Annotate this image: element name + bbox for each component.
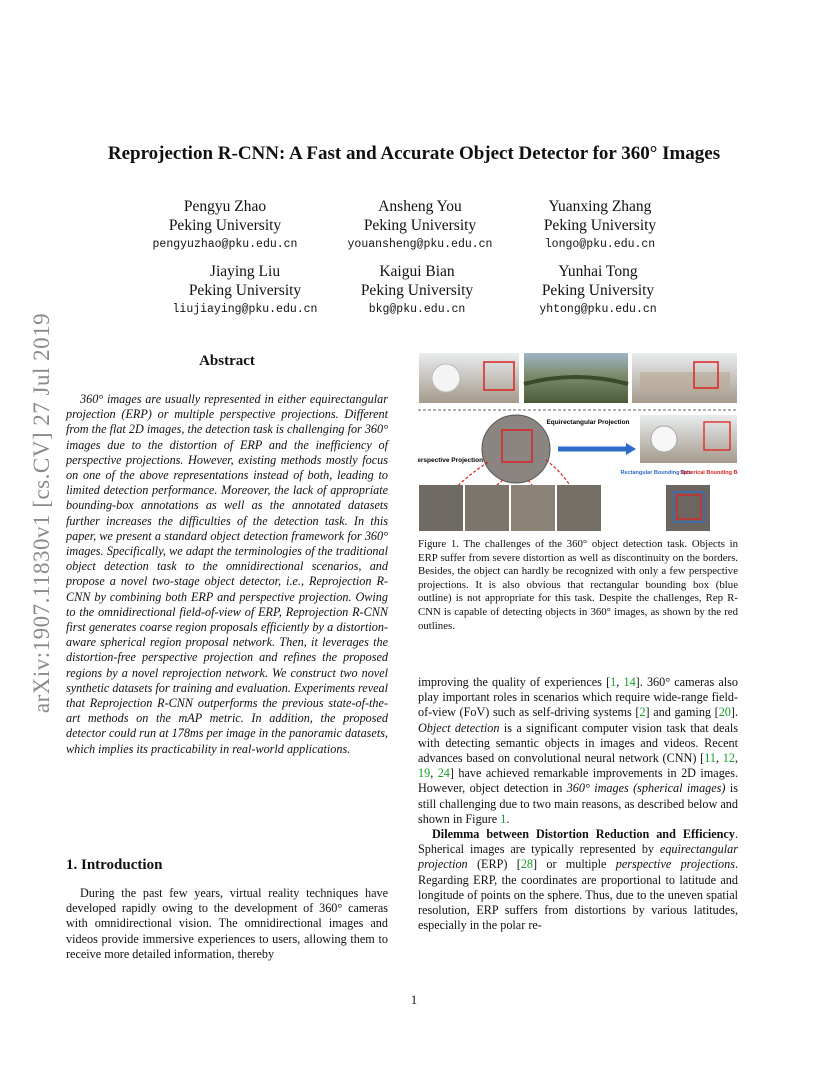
author-name: Pengyu Zhao [183,198,267,215]
abstract-text: 360° images are usually represented in either equirectangular projection (ERP) or multiple perspective projections. Different from the flat 2D images, the detection task is challenging for 360° images due to the distortion of ERP and the inefficiency of perspective projections. However, existing methods mostly focus on one of the above representations instead of both, leading to limited detection performance. Moreover, the lack of appropriate bounding-box annotations as well as the annotated datasets further increases the difficulties of the detection task. In this paper, we present a standard object detection framework for 360° images. Specifically, we adapt the terminologies of the traditional object detection task to the omnidirectional scenarios, and propose a novel two-stage object detector, i.e., Reprojection R-CNN by combining both ERP and perspective projection. Owing to the omnidirectional field-of-view of ERP, Reprojection R-CNN first generates coarse region proposals efficiently by a distortion-aware spherical region proposal network. Then, it leverages the distortion-free perspective projection and refines the proposed regions by a novel reprojection network. We construct two novel synthetic datasets for training and evaluation. Experiments reveal that Reprojection R-CNN outperforms the previous state-of-the-art methods on the mAP metric. In addition, the proposed detector could run at 178ms per image in the panoramic datasets, which implies its practicability in real-world applications. [66,392,388,756]
author-email: bkg@pku.edu.cn [368,303,466,316]
perspective-crop-4 [557,485,601,531]
author-block [155,262,335,319]
author-name: Ansheng You [378,198,462,215]
label-spherical-bbox: Spherical Bounding Box [680,470,738,476]
intro-body [66,886,388,962]
citation-link[interactable]: 12 [722,751,735,766]
abstract-body [66,392,388,757]
citation-link[interactable]: 14 [623,675,636,689]
perspective-crop-1 [419,485,463,531]
author-affiliation: Peking University [543,217,657,234]
figure-1 [418,352,738,532]
citation-link[interactable]: 1 [610,675,617,689]
author-email: longo@pku.edu.cn [544,238,656,251]
intro-paragraph: During the past few years, virtual reality techniques have developed rapidly owing to the development of 360° cameras with omnidirectional vision. The omnidirectional images and videos provide immersive experiences to users, allowing them to receive more detailed information, thereby [66,886,388,961]
author-email: pengyuzhao@pku.edu.cn [152,238,298,251]
author-affiliation: Peking University [188,282,302,299]
label-perspective: Perspective Projection [418,457,484,464]
paper-title: Reprojection R-CNN: A Fast and Accurate Object Detector for 360° Images [107,143,721,164]
author-block [342,262,492,319]
author-name: Yuanxing Zhang [548,198,652,215]
figure-1-caption: Figure 1. The challenges of the 360° object detection task. Objects in ERP suffer from severe distortion as well as discontinuity on the borders. Besides, the object can hardly be recognized with only a few perspective projections. It is also obvious that rectangular bounding box (blue outline) is not appropriate for this task. Despite the challenges, Rep R-CNN is capable of detecting objects in 360° images, as shown by the red outlines. [418,538,738,632]
author-email: liujiaying@pku.edu.cn [172,303,318,316]
citation-link[interactable]: 2 [639,705,646,720]
author-email: youansheng@pku.edu.cn [347,238,493,251]
author-affiliation: Peking University [363,217,477,234]
author-block [513,262,683,319]
citation-link[interactable]: 24 [437,766,450,781]
author-block [145,197,305,254]
label-erp: Equirectangular Projection [546,419,630,426]
author-affiliation: Peking University [168,217,282,234]
figure-1-illustration [418,352,738,532]
paragraph-continuation: improving the quality of experiences [1, 14]. 360° cameras also play important roles in scenarios which require wide-range field-of-view (FoV) such as self-driving systems [2] and gaming [20]. Object detection is a significant computer vision task that deals with detecting semantic objects in images and videos. Recent advances based on convolutional neural network (CNN) [11, 12, 19, 24] have achieved remarkable improvements in 2D images. However, object detection in 360° images (spherical images) is still challenging due to two main reasons, as described below and shown in Figure 1. [418,675,739,826]
author-affiliation: Peking University [541,282,655,299]
author-name: Yunhai Tong [558,263,638,280]
figure-reference-link[interactable]: 1 [500,811,507,826]
author-block [335,197,505,254]
citation-link[interactable]: 20 [718,705,731,720]
citation-link[interactable]: 19 [418,766,431,781]
author-email: yhtong@pku.edu.cn [539,303,657,316]
paragraph-dilemma: Dilemma between Distortion Reduction and Efficiency. Spherical images are typically represented by equirectangular projection (ERP) [28] or multiple perspective projections. Regarding ERP, the coordinates are proportional to latitude and longitude of points on the sphere. Thus, due to the uneven spatial resolution, ERP suffers from distortions by various latitudes, especially in the polar re- [418,827,738,933]
arxiv-identifier: arXiv:1907.11830v1 [cs.CV] 27 Jul 2019 [29,312,54,714]
label-rectangular-bbox: Rectangular Bounding Box [620,470,692,476]
perspective-crop-3 [511,485,555,531]
perspective-crop-2 [465,485,509,531]
author-block [520,197,680,254]
abstract-heading: Abstract [199,353,255,369]
citation-link[interactable]: 28 [520,857,533,872]
author-affiliation: Peking University [360,282,474,299]
section-heading-introduction: 1. Introduction [66,857,163,873]
author-name: Kaigui Bian [379,263,455,280]
citation-link[interactable]: 11 [704,751,716,766]
right-column-body [418,675,738,933]
author-name: Jiaying Liu [209,263,281,280]
page-number: 1 [410,993,418,1007]
